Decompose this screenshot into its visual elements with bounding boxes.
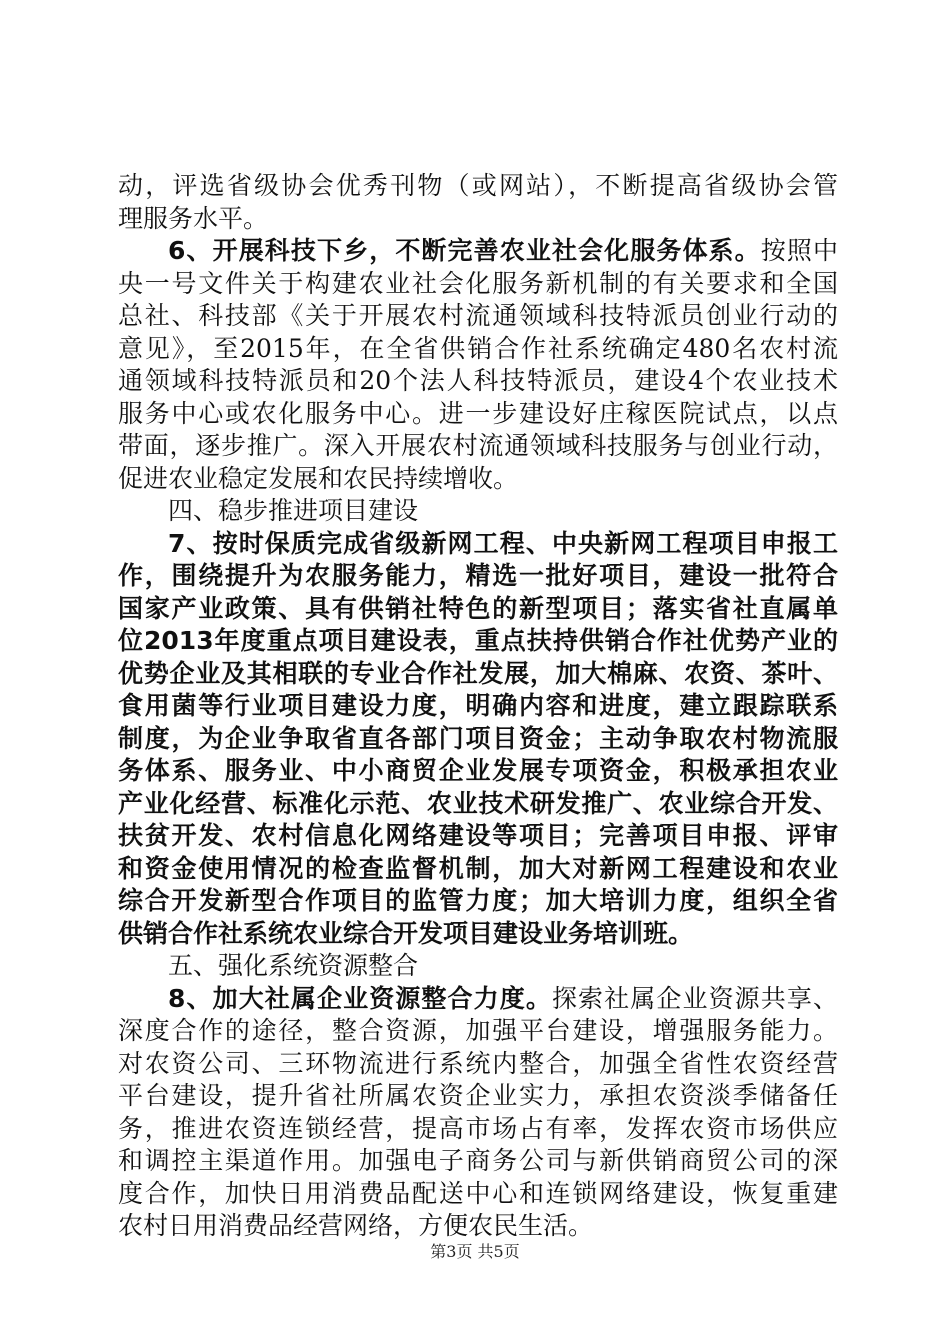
text-segment: 央一号文件关于构建农业社会化服务新机制的有关要求和全国 xyxy=(118,268,838,298)
text-line xyxy=(118,853,838,886)
text-line xyxy=(118,690,838,723)
text-line xyxy=(118,1048,838,1081)
text-line xyxy=(118,300,838,333)
text-segment: 制度，为企业争取省直各部门项目资金；主动争取农村物流服 xyxy=(118,723,838,753)
text-segment: 和调控主渠道作用。加强电子商务公司与新供销商贸公司的深 xyxy=(118,1146,838,1175)
text-segment: 总社、科技部《关于开展农村流通领域科技特派员创业行动的 xyxy=(118,301,838,330)
text-line xyxy=(118,430,838,463)
text-line xyxy=(118,1015,838,1048)
text-segment: 深度合作的途径，整合资源，加强平台建设，增强服务能力。 xyxy=(118,1016,838,1045)
text-line xyxy=(118,495,838,528)
text-segment: 务，推进农资连锁经营，提高市场占有率，发挥农资市场供应 xyxy=(118,1113,838,1143)
text-line xyxy=(118,398,838,431)
text-segment: 优势企业及其相联的专业合作社发展，加大棉麻、农资、茶叶、 xyxy=(118,658,838,688)
text-segment: 供销合作社系统农业综合开发项目建设业务培训班。 xyxy=(118,918,694,948)
text-line xyxy=(118,658,838,691)
text-line xyxy=(118,203,838,236)
text-segment: 7、按时保质完成省级新网工程、中央新网工程项目申报工 xyxy=(168,528,838,558)
text-segment: 动，评选省级协会优秀刊物（或网站），不断提高省级协会管 xyxy=(118,171,838,200)
document-body xyxy=(118,170,838,1243)
text-line xyxy=(118,528,838,561)
text-segment: 对农资公司、三环物流进行系统内整合，加强全省性农资经营 xyxy=(118,1048,838,1078)
text-line xyxy=(118,1178,838,1211)
text-line xyxy=(118,1113,838,1146)
text-segment: 产业化经营、标准化示范、农业技术研发推广、农业综合开发、 xyxy=(118,788,838,818)
text-segment: 意见》，至2015年，在全省供销合作社系统确定480名农村流 xyxy=(118,333,838,363)
text-line xyxy=(118,918,838,951)
text-segment: 按照中 xyxy=(760,236,838,265)
text-line xyxy=(118,235,838,268)
text-line xyxy=(118,333,838,366)
text-line xyxy=(118,593,838,626)
text-line xyxy=(118,1145,838,1178)
text-segment: 扶贫开发、农村信息化网络建设等项目；完善项目申报、评审 xyxy=(118,821,838,850)
text-segment: 平台建设，提升省社所属农资企业实力，承担农资淡季储备任 xyxy=(118,1081,838,1110)
text-segment: 促进农业稳定发展和农民持续增收。 xyxy=(118,463,519,493)
text-segment: 带面，逐步推广。深入开展农村流通领域科技服务与创业行动， xyxy=(118,431,838,460)
text-segment: 理服务水平。 xyxy=(118,203,269,233)
text-segment: 和资金使用情况的检查监督机制，加大对新网工程建设和农业 xyxy=(118,853,838,883)
text-segment: 务体系、服务业、中小商贸企业发展专项资金，积极承担农业 xyxy=(118,756,838,785)
text-line xyxy=(118,268,838,301)
text-line xyxy=(118,1080,838,1113)
text-segment: 服务中心或农化服务中心。进一步建设好庄稼医院试点，以点 xyxy=(118,398,838,428)
text-segment: 通领域科技特派员和20个法人科技特派员，建设4个农业技术 xyxy=(118,366,838,395)
section-heading: 四、稳步推进项目建设 xyxy=(168,496,419,525)
text-segment: 8、加大社属企业资源整合力度。 xyxy=(168,983,552,1013)
text-line xyxy=(118,365,838,398)
text-line xyxy=(118,788,838,821)
text-line xyxy=(118,625,838,658)
text-line xyxy=(118,983,838,1016)
text-segment: 度合作，加快日用消费品配送中心和连锁网络建设，恢复重建 xyxy=(118,1178,838,1208)
section-heading: 五、强化系统资源整合 xyxy=(168,951,419,980)
text-line xyxy=(118,463,838,496)
text-segment: 探索社属企业资源共享、 xyxy=(551,983,838,1013)
text-line xyxy=(118,885,838,918)
text-line xyxy=(118,723,838,756)
text-segment: 国家产业政策、具有供销社特色的新型项目；落实省社直属单 xyxy=(118,593,838,623)
text-segment: 农村日用消费品经营网络，方便农民生活。 xyxy=(118,1211,594,1240)
text-line xyxy=(118,950,838,983)
text-segment: 6、开展科技下乡，不断完善农业社会化服务体系。 xyxy=(168,236,761,265)
text-line xyxy=(118,820,838,853)
text-line xyxy=(118,755,838,788)
text-segment: 位2013年度重点项目建设表，重点扶持供销合作社优势产业的 xyxy=(118,626,838,655)
text-segment: 作，围绕提升为农服务能力，精选一批好项目，建设一批符合 xyxy=(118,561,838,590)
page-footer: 第3页 共5页 xyxy=(430,1242,520,1261)
text-line xyxy=(118,170,838,203)
text-line xyxy=(118,1210,838,1243)
text-segment: 综合开发新型合作项目的监管力度；加大培训力度，组织全省 xyxy=(118,886,838,915)
text-segment: 食用菌等行业项目建设力度，明确内容和进度，建立跟踪联系 xyxy=(118,691,838,720)
text-line xyxy=(118,560,838,593)
